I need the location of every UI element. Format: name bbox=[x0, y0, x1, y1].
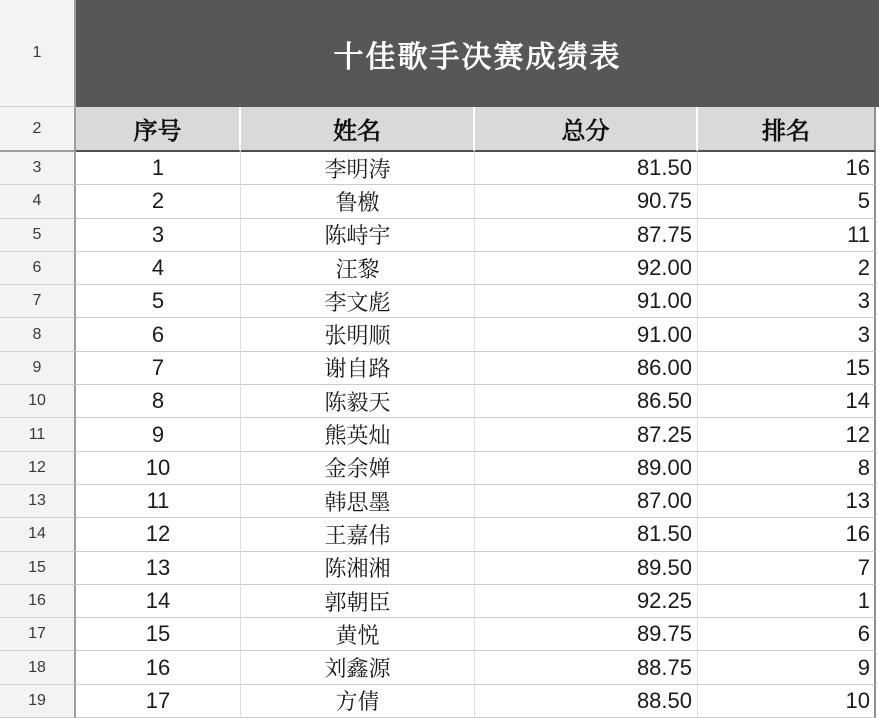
column-header-score[interactable]: 总分 bbox=[475, 107, 698, 152]
cell-seq[interactable]: 14 bbox=[76, 585, 241, 618]
row-header-4[interactable]: 4 bbox=[0, 185, 76, 218]
row-header-17[interactable]: 17 bbox=[0, 618, 76, 651]
table-row bbox=[0, 485, 879, 518]
table-row bbox=[0, 618, 879, 651]
cell-name[interactable]: 谢自路 bbox=[241, 352, 475, 385]
cell-rank[interactable]: 6 bbox=[698, 618, 876, 651]
row-header-6[interactable]: 6 bbox=[0, 252, 76, 285]
table-row bbox=[0, 585, 879, 618]
row-header-13[interactable]: 13 bbox=[0, 485, 76, 518]
cell-name[interactable]: 李文彪 bbox=[241, 285, 475, 318]
cell-rank[interactable]: 13 bbox=[698, 485, 876, 518]
row-header-12[interactable]: 12 bbox=[0, 452, 76, 485]
cell-name[interactable]: 陈毅天 bbox=[241, 385, 475, 418]
cell-rank[interactable]: 16 bbox=[698, 518, 876, 551]
cell-score[interactable]: 92.00 bbox=[475, 252, 698, 285]
row-header-5[interactable]: 5 bbox=[0, 219, 76, 252]
cell-seq[interactable]: 4 bbox=[76, 252, 241, 285]
title-cell[interactable] bbox=[76, 0, 879, 107]
cell-name[interactable]: 刘鑫源 bbox=[241, 651, 475, 684]
cell-seq[interactable]: 10 bbox=[76, 452, 241, 485]
row-header-15[interactable]: 15 bbox=[0, 552, 76, 585]
cell-name[interactable]: 张明顺 bbox=[241, 318, 475, 351]
cell-score[interactable]: 86.00 bbox=[475, 352, 698, 385]
cell-name[interactable]: 韩思墨 bbox=[241, 485, 475, 518]
row-header-7[interactable]: 7 bbox=[0, 285, 76, 318]
cell-score[interactable]: 81.50 bbox=[475, 152, 698, 185]
cell-name[interactable]: 黄悦 bbox=[241, 618, 475, 651]
table-row bbox=[0, 518, 879, 551]
cell-rank[interactable]: 7 bbox=[698, 552, 876, 585]
cell-score[interactable]: 87.00 bbox=[475, 485, 698, 518]
cell-score[interactable]: 87.25 bbox=[475, 418, 698, 451]
row-header-18[interactable]: 18 bbox=[0, 651, 76, 684]
cell-score[interactable]: 89.00 bbox=[475, 452, 698, 485]
cell-score[interactable]: 81.50 bbox=[475, 518, 698, 551]
row-header-11[interactable]: 11 bbox=[0, 418, 76, 451]
cell-rank[interactable]: 12 bbox=[698, 418, 876, 451]
cell-score[interactable]: 86.50 bbox=[475, 385, 698, 418]
row-header-2[interactable]: 2 bbox=[0, 107, 76, 152]
cell-score[interactable]: 90.75 bbox=[475, 185, 698, 218]
cell-name[interactable]: 鲁檄 bbox=[241, 185, 475, 218]
cell-seq[interactable]: 2 bbox=[76, 185, 241, 218]
table-row bbox=[0, 685, 879, 718]
row-header-3[interactable]: 3 bbox=[0, 152, 76, 185]
cell-name[interactable]: 金余婵 bbox=[241, 452, 475, 485]
cell-seq[interactable]: 17 bbox=[76, 685, 241, 718]
cell-seq[interactable]: 6 bbox=[76, 318, 241, 351]
row-header-1[interactable]: 1 bbox=[0, 0, 76, 107]
row-header-9[interactable]: 9 bbox=[0, 352, 76, 385]
row-header-14[interactable]: 14 bbox=[0, 518, 76, 551]
cell-seq[interactable]: 15 bbox=[76, 618, 241, 651]
cell-rank[interactable]: 3 bbox=[698, 318, 876, 351]
cell-seq[interactable]: 12 bbox=[76, 518, 241, 551]
cell-score[interactable]: 91.00 bbox=[475, 285, 698, 318]
sheet-title: 十佳歌手决赛成绩表 bbox=[333, 40, 622, 74]
cell-name[interactable]: 汪黎 bbox=[241, 252, 475, 285]
table-row bbox=[0, 219, 879, 252]
title-row bbox=[0, 0, 879, 107]
cell-name[interactable]: 陈湘湘 bbox=[241, 552, 475, 585]
table-row bbox=[0, 152, 879, 185]
table-row bbox=[0, 651, 879, 684]
cell-seq[interactable]: 13 bbox=[76, 552, 241, 585]
cell-name[interactable]: 李明涛 bbox=[241, 152, 475, 185]
column-header-row bbox=[0, 107, 879, 152]
cell-rank[interactable]: 11 bbox=[698, 219, 876, 252]
column-header-seq[interactable]: 序号 bbox=[76, 107, 241, 152]
row-header-10[interactable]: 10 bbox=[0, 385, 76, 418]
cell-seq[interactable]: 5 bbox=[76, 285, 241, 318]
cell-rank[interactable]: 2 bbox=[698, 252, 876, 285]
cell-name[interactable]: 郭朝臣 bbox=[241, 585, 475, 618]
cell-score[interactable]: 92.25 bbox=[475, 585, 698, 618]
cell-seq[interactable]: 1 bbox=[76, 152, 241, 185]
cell-seq[interactable]: 16 bbox=[76, 651, 241, 684]
table-row bbox=[0, 285, 879, 318]
table-row bbox=[0, 318, 879, 351]
table-row bbox=[0, 452, 879, 485]
column-header-rank[interactable]: 排名 bbox=[698, 107, 876, 152]
cell-seq[interactable]: 3 bbox=[76, 219, 241, 252]
cell-seq[interactable]: 11 bbox=[76, 485, 241, 518]
cell-name[interactable]: 方倩 bbox=[241, 685, 475, 718]
cell-name[interactable]: 熊英灿 bbox=[241, 418, 475, 451]
column-header-name[interactable]: 姓名 bbox=[241, 107, 475, 152]
cell-rank[interactable]: 16 bbox=[698, 152, 876, 185]
cell-name[interactable]: 王嘉伟 bbox=[241, 518, 475, 551]
table-row bbox=[0, 185, 879, 218]
table-row bbox=[0, 418, 879, 451]
row-header-8[interactable]: 8 bbox=[0, 318, 76, 351]
row-header-16[interactable]: 16 bbox=[0, 585, 76, 618]
table-row bbox=[0, 552, 879, 585]
cell-seq[interactable]: 8 bbox=[76, 385, 241, 418]
cell-rank[interactable]: 15 bbox=[698, 352, 876, 385]
cell-seq[interactable]: 7 bbox=[76, 352, 241, 385]
cell-rank[interactable]: 1 bbox=[698, 585, 876, 618]
cell-rank[interactable]: 8 bbox=[698, 452, 876, 485]
cell-score[interactable]: 88.75 bbox=[475, 651, 698, 684]
cell-name[interactable]: 陈峙宇 bbox=[241, 219, 475, 252]
cell-rank[interactable]: 5 bbox=[698, 185, 876, 218]
table-row bbox=[0, 352, 879, 385]
table-row bbox=[0, 385, 879, 418]
cell-score[interactable]: 89.50 bbox=[475, 552, 698, 585]
row-header-19[interactable]: 19 bbox=[0, 685, 76, 718]
cell-rank[interactable]: 3 bbox=[698, 285, 876, 318]
cell-score[interactable]: 88.50 bbox=[475, 685, 698, 718]
cell-score[interactable]: 91.00 bbox=[475, 318, 698, 351]
cell-score[interactable]: 87.75 bbox=[475, 219, 698, 252]
cell-score[interactable]: 89.75 bbox=[475, 618, 698, 651]
cell-rank[interactable]: 10 bbox=[698, 685, 876, 718]
cell-rank[interactable]: 14 bbox=[698, 385, 876, 418]
cell-seq[interactable]: 9 bbox=[76, 418, 241, 451]
cell-rank[interactable]: 9 bbox=[698, 651, 876, 684]
table-row bbox=[0, 252, 879, 285]
